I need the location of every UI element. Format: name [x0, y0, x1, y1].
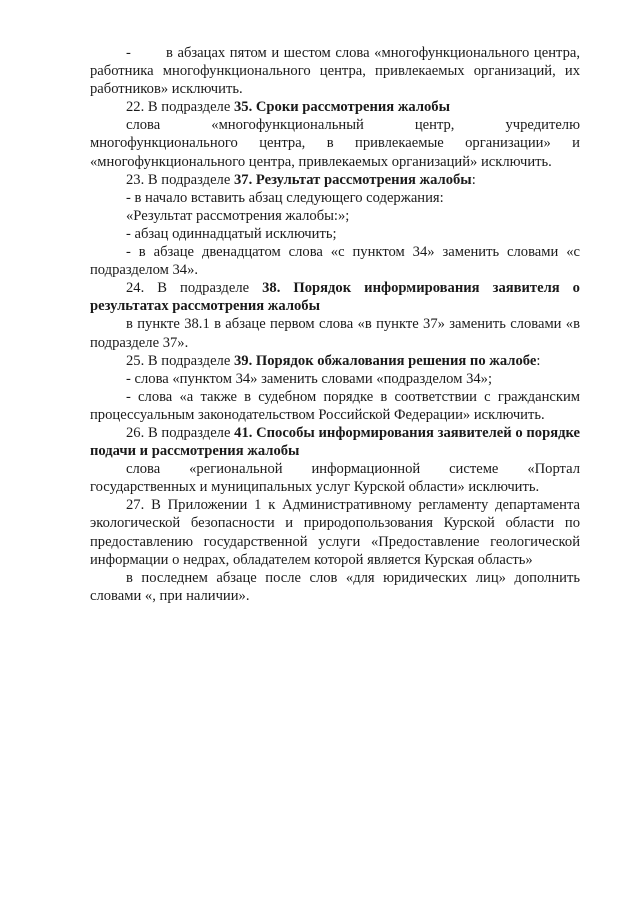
- paragraph-14-bold: 41. Способы информирования заявителей о порядке подачи и рассмотрения жалобы: [90, 424, 580, 460]
- document-body: [90, 44, 580, 605]
- paragraph-5-text: - в начало вставить абзац следующего содержания:: [126, 189, 444, 206]
- paragraph-5: [90, 189, 580, 207]
- paragraph-4-suffix: :: [471, 171, 476, 188]
- paragraph-6: [90, 207, 580, 225]
- paragraph-8-text: - в абзаце двенадцатом слова «с пунктом 34» заменить словами «с подразделом 34».: [90, 244, 580, 279]
- paragraph-12-text: - слова «пунктом 34» заменить словами «подразделом 34»;: [126, 370, 493, 387]
- paragraph-13: [90, 388, 580, 424]
- paragraph-15-text: слова «региональной информационной системе «Портал государственных и муниципальных услуг Курской области» исключить.: [90, 461, 580, 496]
- paragraph-2: [90, 98, 580, 116]
- paragraph-4: [90, 171, 580, 189]
- paragraph-4-prefix: 23. В подразделе: [126, 171, 234, 188]
- paragraph-14-prefix: 26. В подразделе: [126, 424, 235, 441]
- paragraph-3-text: слова «многофункциональный центр, учредителю многофункционального центра, в привлекаемые организации» и «многофункционального центра, привлекаемых организаций» исключить.: [90, 117, 580, 170]
- paragraph-16-text: 27. В Приложении 1 к Административному регламенту департамента экологической безопасности и природопользования Курской области по предоставлению государственной услуги «Предоставление геологической информации о недрах, обладателем которой является Курская область»: [90, 497, 580, 568]
- paragraph-11-suffix: :: [536, 352, 541, 369]
- paragraph-1: [90, 44, 580, 98]
- paragraph-7: [90, 225, 580, 243]
- paragraph-9-prefix: 24. В подразделе: [126, 280, 263, 297]
- paragraph-3: [90, 116, 580, 170]
- paragraph-17-text: в последнем абзаце после слов «для юридических лиц» дополнить словами «, при наличии».: [90, 569, 580, 604]
- paragraph-14: [90, 424, 580, 460]
- paragraph-9-bold: 38. Порядок информирования заявителя о результатах рассмотрения жалобы: [90, 280, 580, 315]
- paragraph-11-prefix: 25. В подразделе: [126, 352, 234, 369]
- paragraph-8: [90, 243, 580, 279]
- paragraph-11-bold: 39. Порядок обжалования решения по жалобе: [233, 352, 537, 369]
- paragraph-17: [90, 569, 580, 605]
- paragraph-4-bold: 37. Результат рассмотрения жалобы: [233, 171, 472, 188]
- paragraph-2-bold: 35. Сроки рассмотрения жалобы: [233, 99, 450, 116]
- paragraph-16: [90, 496, 580, 568]
- paragraph-1-text: в абзацах пятом и шестом слова «многофункционального центра, работника многофункционального центра, привлекаемых организаций, их работников» исключить.: [90, 45, 580, 98]
- paragraph-10-text: в пункте 38.1 в абзаце первом слова «в пункте 37» заменить словами «в подразделе 37».: [90, 316, 580, 351]
- paragraph-6-text: «Результат рассмотрения жалобы:»;: [126, 207, 350, 224]
- dash-marker: -: [126, 45, 131, 61]
- paragraph-15: [90, 460, 580, 496]
- paragraph-11: [90, 352, 580, 370]
- paragraph-2-prefix: 22. В подразделе: [126, 99, 234, 116]
- paragraph-10: [90, 315, 580, 351]
- paragraph-12: [90, 370, 580, 388]
- paragraph-7-text: - абзац одиннадцатый исключить;: [126, 225, 337, 242]
- paragraph-13-text: - слова «а также в судебном порядке в соответствии с гражданским процессуальным законодательством Российской Федерации» исключить.: [90, 388, 580, 423]
- paragraph-9: [90, 279, 580, 315]
